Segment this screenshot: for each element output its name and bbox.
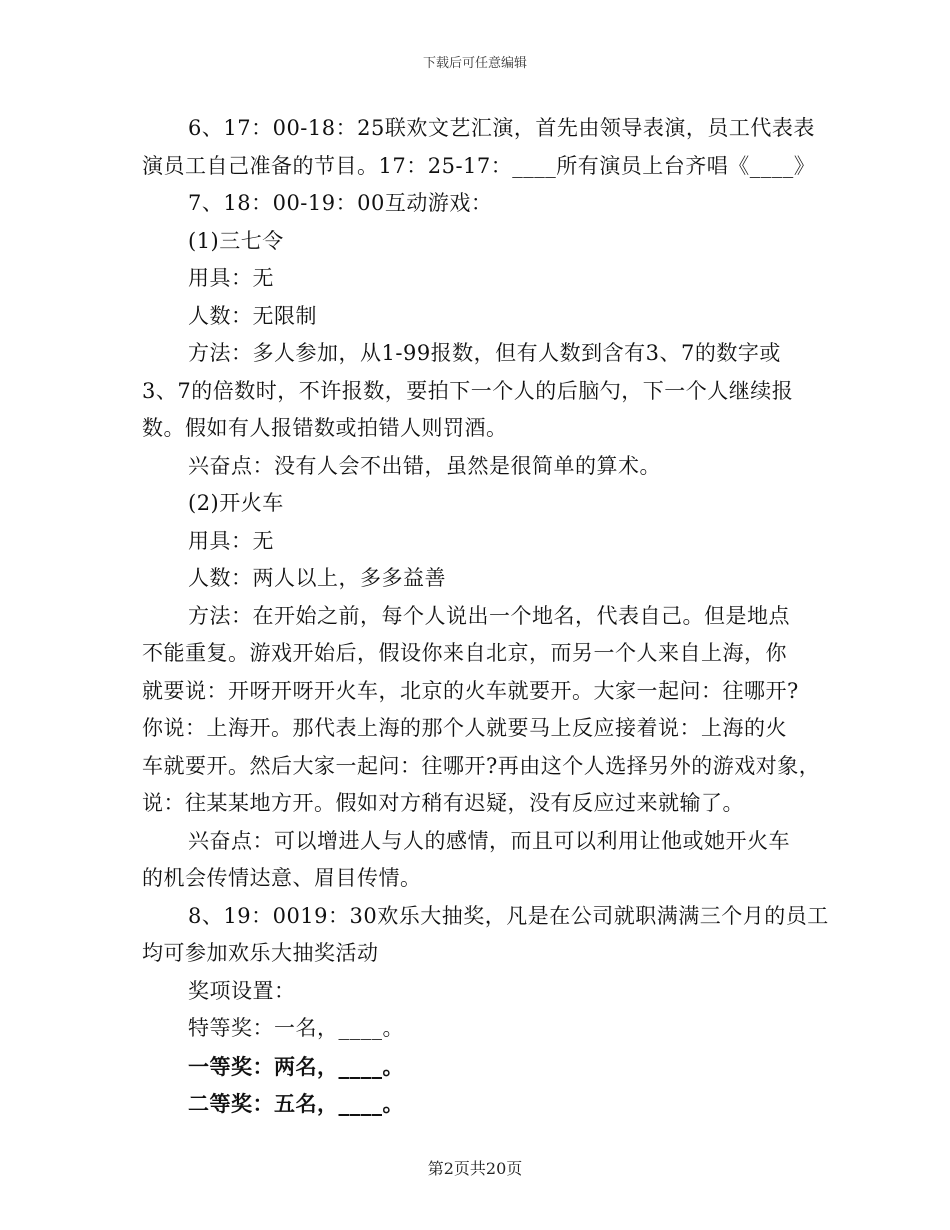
paragraph-line: (1)三七令: [188, 228, 284, 253]
paragraph-line: 方法：在开始之前，每个人说出一个地名，代表自己。但是地点: [188, 603, 790, 628]
paragraph-line: 兴奋点：可以增进人与人的感情，而且可以利用让他或她开火车: [188, 828, 790, 853]
paragraph-line: 奖项设置：: [188, 978, 296, 1003]
paragraph-line: 8、19：0019：30欢乐大抽奖，凡是在公司就职满满三个月的员工: [188, 903, 829, 928]
document-body: [142, 110, 829, 1123]
paragraph-line: 你说：上海开。那代表上海的那个人就要马上反应接着说：上海的火: [142, 716, 787, 740]
paragraph-line: 3、7的倍数时，不许报数，要拍下一个人的后脑勺，下一个人继续报: [142, 378, 794, 403]
paragraph-line: 说：往某某地方开。假如对方稍有迟疑，没有反应过来就输了。: [142, 791, 744, 815]
paragraph-line: 车就要开。然后大家一起问：往哪开?再由这个人选择另外的游戏对象，: [142, 753, 821, 778]
page-footer: 第2页共20页: [427, 1159, 523, 1178]
paragraph-line: 方法：多人参加，从1-99报数，但有人数到含有3、7的数字或: [188, 341, 781, 365]
paragraph-line: 人数：两人以上，多多益善: [188, 566, 446, 590]
paragraph-line: (2)开火车: [188, 491, 284, 515]
paragraph-line-bold: 一等奖：两名，____。: [188, 1053, 404, 1079]
paragraph-line: 就要说：开呀开呀开火车，北京的火车就要开。大家一起问：往哪开?: [142, 678, 799, 703]
paragraph-line: 人数：无限制: [188, 303, 317, 328]
paragraph-line: 用具：无: [188, 528, 274, 553]
paragraph-line: 数。假如有人报错数或拍错人则罚酒。: [142, 416, 508, 440]
paragraph-line: 不能重复。游戏开始后，假设你来自北京，而另一个人来自上海，你: [142, 641, 787, 665]
paragraph-line: 演员工自己准备的节目。17：25-17：____所有演员上台齐唱《____》: [142, 153, 816, 178]
paragraph-line-bold: 二等奖：五名，____。: [188, 1091, 404, 1116]
paragraph-line: 特等奖：一名，____。: [188, 1016, 404, 1040]
paragraph-line: 均可参加欢乐大抽奖活动: [142, 941, 379, 965]
paragraph-line: 6、17：00-18：25联欢文艺汇演，首先由领导表演，员工代表表: [188, 116, 815, 140]
paragraph-line: 用具：无: [188, 266, 274, 290]
page-header: 下载后可任意编辑: [422, 56, 527, 71]
paragraph-line: 的机会传情达意、眉目传情。: [142, 866, 422, 890]
paragraph-line: 7、18：00-19：00互动游戏：: [188, 191, 493, 215]
paragraph-line: 兴奋点：没有人会不出错，虽然是很简单的算术。: [188, 453, 661, 478]
